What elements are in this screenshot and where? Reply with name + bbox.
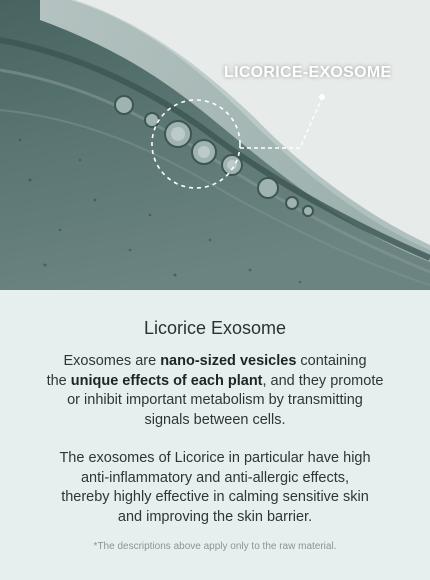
text-segment: containing: [296, 353, 367, 369]
intro-line-3: or inhibit important metabolism by transmitting: [67, 392, 363, 408]
emphasis-text: nano-sized vesicles: [160, 353, 297, 369]
text-segment: Exosomes are: [63, 353, 161, 369]
section-title: Licorice Exosome: [143, 318, 287, 338]
intro-line-1: [40, 352, 390, 372]
effects-line-2: anti-inflammatory and anti-allergic effects,: [80, 469, 350, 486]
text-segment: the: [46, 372, 71, 389]
intro-line-2: [40, 372, 390, 392]
intro-line-4: signals between cells.: [144, 411, 286, 428]
callout-label: LICORICE-EXOSOME: [224, 64, 392, 81]
effects-paragraph: [40, 449, 390, 527]
intro-paragraph: [40, 352, 390, 430]
text-segment: , and they promote: [262, 372, 384, 389]
disclaimer-note: *The descriptions above apply only to the raw material.: [93, 541, 337, 552]
callout-dot-icon: [319, 94, 325, 100]
effects-line-4: and improving the skin barrier.: [117, 508, 313, 525]
description-panel: [0, 290, 430, 580]
effects-line-1: The exosomes of Licorice in particular have high: [59, 450, 371, 466]
emphasis-text: unique effects of each plant: [70, 372, 263, 389]
effects-line-3: thereby highly effective in calming sensitive skin: [61, 489, 369, 505]
